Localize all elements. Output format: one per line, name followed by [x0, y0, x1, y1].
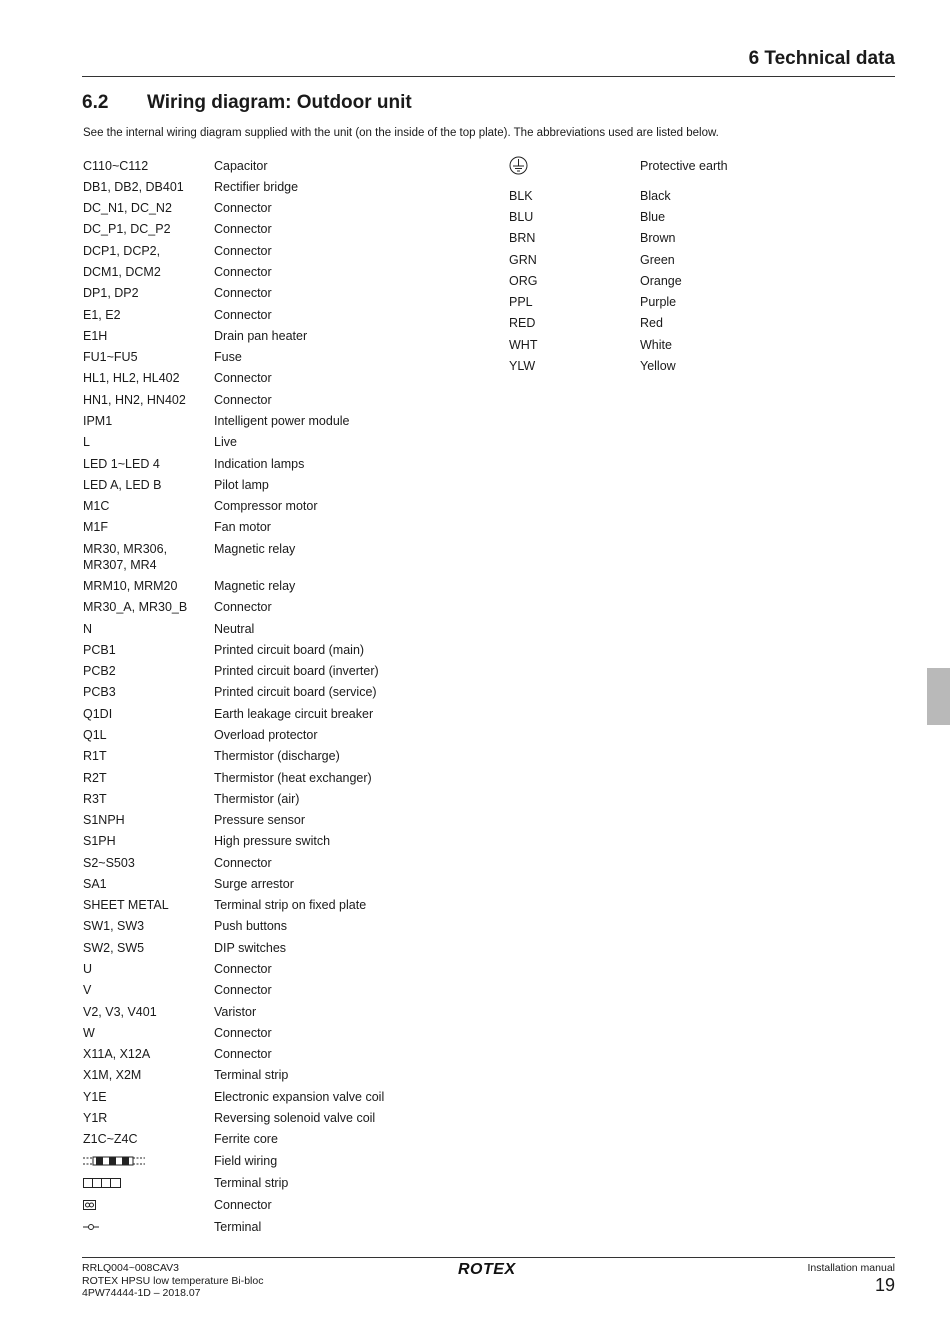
- list-item: [83, 240, 423, 261]
- abbreviation-code: SHEET METAL: [83, 898, 169, 913]
- field-wiring-icon: [83, 1150, 214, 1172]
- list-item: [83, 304, 423, 325]
- abbreviation-description: DIP switches: [214, 940, 287, 955]
- abbreviation-code: HL1, HL2, HL402: [83, 371, 180, 386]
- list-item: [83, 746, 423, 767]
- abbreviation-code: ORG: [509, 273, 538, 288]
- abbreviation-description: Connector: [214, 962, 272, 977]
- abbreviation-description: Push buttons: [214, 919, 287, 934]
- abbreviation-code: N: [83, 621, 93, 636]
- abbreviation-description: Connector: [214, 1198, 272, 1213]
- list-item: [83, 538, 423, 575]
- abbreviation-description: Overload protector: [214, 727, 318, 742]
- abbreviation-description: Pilot lamp: [214, 477, 269, 492]
- abbreviation-description: Intelligent power module: [214, 414, 350, 429]
- list-item: [83, 219, 423, 240]
- list-item: [83, 198, 423, 219]
- list-item: [83, 1107, 423, 1128]
- list-item: [83, 283, 423, 304]
- abbreviation-description: Magnetic relay: [214, 578, 296, 593]
- abbreviation-description: Connector: [214, 307, 272, 322]
- abbreviation-code: R2T: [83, 770, 107, 785]
- list-item: [83, 575, 423, 596]
- section-number: 6.2: [82, 92, 109, 113]
- section-heading-text: Wiring diagram: Outdoor unit: [147, 92, 412, 113]
- footer-rule: [82, 1257, 895, 1258]
- abbreviation-description: Connector: [214, 265, 272, 280]
- terminal-icon: [83, 1217, 214, 1239]
- list-item: [83, 432, 423, 453]
- abbreviation-description: Rectifier bridge: [214, 179, 299, 194]
- abbreviation-code-continued: MR307, MR4: [83, 557, 157, 572]
- abbreviation-code: Q1DI: [83, 706, 113, 721]
- abbreviation-description: Ferrite core: [214, 1132, 278, 1147]
- list-item: [83, 1172, 423, 1194]
- list-item: [83, 980, 423, 1001]
- list-item: [83, 347, 423, 368]
- chapter-title: 6 Technical data: [748, 48, 895, 69]
- abbreviation-description: Connector: [214, 371, 272, 386]
- abbreviation-code: HN1, HN2, HN402: [83, 392, 186, 407]
- abbreviation-description: Connector: [214, 855, 272, 870]
- abbreviation-code: E1H: [83, 328, 108, 343]
- list-item: [83, 660, 423, 681]
- abbreviation-description: Magnetic relay: [214, 541, 296, 556]
- list-item: [83, 831, 423, 852]
- abbreviation-description: Terminal strip: [214, 1068, 289, 1083]
- abbreviation-description: Connector: [214, 983, 272, 998]
- list-item: [83, 809, 423, 830]
- abbreviation-description: Printed circuit board (main): [214, 642, 365, 657]
- list-item: [509, 270, 839, 291]
- abbreviation-list-left: [83, 155, 423, 1239]
- abbreviation-description: Thermistor (air): [214, 791, 300, 806]
- abbreviation-description: Connector: [214, 1025, 272, 1040]
- abbreviation-code: R1T: [83, 749, 107, 764]
- list-item: [83, 176, 423, 197]
- abbreviation-code: U: [83, 962, 93, 977]
- abbreviation-code: W: [83, 1025, 95, 1040]
- abbreviation-description: Connector: [214, 1047, 272, 1062]
- abbreviation-description: Varistor: [214, 1004, 257, 1019]
- abbreviation-code: MR30, MR306, MR307, MR4: [83, 541, 168, 572]
- list-item: [83, 895, 423, 916]
- abbreviation-description: Purple: [640, 295, 677, 310]
- abbreviation-code: R3T: [83, 791, 107, 806]
- list-item: [83, 618, 423, 639]
- abbreviation-description: Protective earth: [640, 158, 728, 173]
- list-item: [83, 474, 423, 495]
- list-item: [83, 788, 423, 809]
- abbreviation-description: Thermistor (heat exchanger): [214, 770, 372, 785]
- abbreviation-code: MRM10, MRM20: [83, 578, 178, 593]
- abbreviation-description: Terminal strip: [214, 1175, 289, 1190]
- list-item: [509, 249, 839, 270]
- abbreviation-description: Printed circuit board (inverter): [214, 664, 379, 679]
- protective-earth-icon: [509, 155, 640, 185]
- abbreviation-code: IPM1: [83, 414, 113, 429]
- abbreviation-description: White: [640, 337, 672, 352]
- abbreviation-code: YLW: [509, 359, 536, 374]
- abbreviation-code: DP1, DP2: [83, 286, 139, 301]
- list-item: [509, 206, 839, 227]
- abbreviation-description: Terminal strip on fixed plate: [214, 898, 367, 913]
- abbreviation-description: Pressure sensor: [214, 813, 306, 828]
- abbreviation-code: DC_N1, DC_N2: [83, 201, 172, 216]
- abbreviation-description: Thermistor (discharge): [214, 749, 340, 764]
- abbreviation-code: BRN: [509, 231, 536, 246]
- abbreviation-code: GRN: [509, 252, 537, 267]
- abbreviation-code: RED: [509, 316, 536, 331]
- intro-paragraph: See the internal wiring diagram supplied with the unit (on the inside of the top plate). The abbreviations used are listed below.: [83, 127, 719, 139]
- abbreviation-code: PCB1: [83, 642, 116, 657]
- abbreviation-description: Reversing solenoid valve coil: [214, 1111, 376, 1126]
- abbreviation-description: Red: [640, 316, 663, 331]
- list-item: [83, 767, 423, 788]
- abbreviation-code: BLU: [509, 210, 534, 225]
- list-item: [83, 703, 423, 724]
- abbreviation-description: Capacitor: [214, 158, 268, 173]
- list-item: [83, 325, 423, 346]
- list-item: [83, 937, 423, 958]
- footer-doc-type: Installation manual: [807, 1262, 895, 1274]
- list-item: [83, 1150, 423, 1172]
- abbreviation-code: E1, E2: [83, 307, 121, 322]
- abbreviation-code: V: [83, 983, 92, 998]
- page-number: 19: [874, 1275, 895, 1295]
- list-item: [83, 410, 423, 431]
- list-item: [509, 355, 839, 376]
- abbreviation-description: Earth leakage circuit breaker: [214, 706, 374, 721]
- abbreviation-code: S1NPH: [83, 813, 125, 828]
- abbreviation-description: Field wiring: [214, 1153, 278, 1168]
- section-title: [82, 92, 412, 114]
- rotex-logo: ROTEX: [458, 1261, 516, 1278]
- abbreviation-list-right: [509, 155, 839, 377]
- abbreviation-code: V2, V3, V401: [83, 1004, 157, 1019]
- abbreviation-description: Neutral: [214, 621, 255, 636]
- abbreviation-code: SW1, SW3: [83, 919, 145, 934]
- abbreviation-description: Fuse: [214, 350, 242, 365]
- abbreviation-code: S2~S503: [83, 855, 135, 870]
- abbreviation-description: Connector: [214, 222, 272, 237]
- terminal-strip-icon: [83, 1172, 214, 1194]
- abbreviation-code: DC_P1, DC_P2: [83, 222, 171, 237]
- list-item: [83, 724, 423, 745]
- abbreviation-code: PCB2: [83, 664, 116, 679]
- abbreviation-description: Surge arrestor: [214, 876, 294, 891]
- abbreviation-code: M1F: [83, 520, 108, 535]
- abbreviation-description: Electronic expansion valve coil: [214, 1089, 385, 1104]
- abbreviation-description: Black: [640, 188, 671, 203]
- list-item: [83, 682, 423, 703]
- abbreviation-code: L: [83, 435, 90, 450]
- abbreviation-description: Orange: [640, 273, 682, 288]
- abbreviation-code: Y1E: [83, 1089, 107, 1104]
- abbreviation-description: Live: [214, 435, 237, 450]
- abbreviation-code: SW2, SW5: [83, 940, 145, 955]
- list-item: [509, 155, 839, 185]
- abbreviation-description: Terminal: [214, 1220, 262, 1235]
- abbreviation-code: DB1, DB2, DB401: [83, 179, 184, 194]
- abbreviation-description: Blue: [640, 210, 666, 225]
- abbreviation-description: Drain pan heater: [214, 328, 308, 343]
- list-item: [83, 517, 423, 538]
- abbreviation-description: Connector: [214, 201, 272, 216]
- list-item: [83, 496, 423, 517]
- abbreviation-description: High pressure switch: [214, 834, 331, 849]
- abbreviation-code: Q1L: [83, 727, 107, 742]
- abbreviation-code: BLK: [509, 188, 533, 203]
- connector-icon: [83, 1195, 214, 1217]
- list-item: [83, 453, 423, 474]
- list-item: [509, 313, 839, 334]
- abbreviation-description: Compressor motor: [214, 499, 318, 514]
- list-item: [83, 1065, 423, 1086]
- abbreviation-code: WHT: [509, 337, 538, 352]
- footer-doc-info: [82, 1262, 263, 1300]
- footer-model: RRLQ004~008CAV3: [82, 1262, 179, 1274]
- abbreviation-code: LED 1~LED 4: [83, 456, 160, 471]
- list-item: [83, 916, 423, 937]
- abbreviation-code: M1C: [83, 499, 110, 514]
- abbreviation-description: Connector: [214, 286, 272, 301]
- abbreviation-code: C110~C112: [83, 158, 149, 173]
- abbreviation-description: Printed circuit board (service): [214, 685, 377, 700]
- list-item: [83, 597, 423, 618]
- abbreviation-code: Z1C~Z4C: [83, 1132, 138, 1147]
- header-rule: [82, 76, 895, 77]
- abbreviation-code: PPL: [509, 295, 533, 310]
- list-item: [83, 1086, 423, 1107]
- abbreviation-code: S1PH: [83, 834, 116, 849]
- list-item: [509, 185, 839, 206]
- abbreviation-code: X1M, X2M: [83, 1068, 142, 1083]
- list-item: [83, 1022, 423, 1043]
- abbreviation-description: Connector: [214, 243, 272, 258]
- chapter-side-tab: [927, 668, 950, 725]
- abbreviation-code: Y1R: [83, 1111, 108, 1126]
- abbreviation-code: DCM1, DCM2: [83, 265, 161, 280]
- abbreviation-code: PCB3: [83, 685, 116, 700]
- list-item: [509, 292, 839, 313]
- list-item: [83, 873, 423, 894]
- abbreviation-code: FU1~FU5: [83, 350, 138, 365]
- abbreviation-description: Connector: [214, 600, 272, 615]
- abbreviation-description: Green: [640, 252, 675, 267]
- list-item: [83, 368, 423, 389]
- list-item: [83, 155, 423, 176]
- abbreviation-description: Yellow: [640, 359, 676, 374]
- list-item: [83, 1217, 423, 1239]
- list-item: [83, 1195, 423, 1217]
- list-item: [509, 228, 839, 249]
- footer-doc-id: 4PW74444-1D – 2018.07: [82, 1287, 201, 1299]
- abbreviation-code: MR30_A, MR30_B: [83, 600, 188, 615]
- abbreviation-code: SA1: [83, 876, 107, 891]
- list-item: [83, 852, 423, 873]
- list-item: [509, 334, 839, 355]
- abbreviation-code: LED A, LED B: [83, 477, 162, 492]
- list-item: [83, 958, 423, 979]
- abbreviation-description: Connector: [214, 392, 272, 407]
- list-item: [83, 639, 423, 660]
- abbreviation-description: Fan motor: [214, 520, 271, 535]
- list-item: [83, 1044, 423, 1065]
- abbreviation-description: Brown: [640, 231, 676, 246]
- abbreviation-code: X11A, X12A: [83, 1047, 151, 1062]
- abbreviation-code: DCP1, DCP2,: [83, 243, 161, 258]
- list-item: [83, 1129, 423, 1150]
- list-item: [83, 389, 423, 410]
- footer-product: ROTEX HPSU low temperature Bi-bloc: [82, 1274, 264, 1287]
- abbreviation-description: Indication lamps: [214, 456, 305, 471]
- list-item: [83, 261, 423, 282]
- list-item: [83, 1001, 423, 1022]
